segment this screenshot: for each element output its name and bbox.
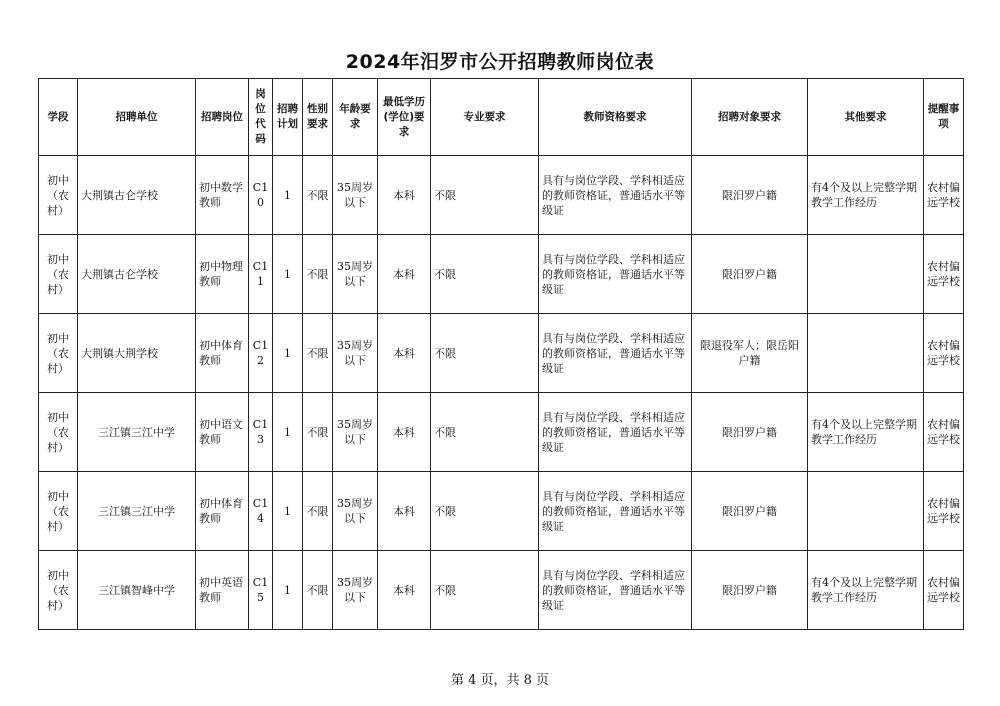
table-header-row <box>39 79 964 156</box>
cell-unit: 三江镇三江中学 <box>78 393 196 472</box>
header-age: 年龄要求 <box>333 79 378 156</box>
cell-plan: 1 <box>273 393 303 472</box>
cell-age: 35周岁以下 <box>333 393 378 472</box>
cell-reminder: 农村偏远学校 <box>924 314 964 393</box>
cell-stage: 初中（农村） <box>39 235 78 314</box>
cell-plan: 1 <box>273 314 303 393</box>
cell-stage: 初中（农村） <box>39 156 78 235</box>
cell-target: 限退役军人；限岳阳户籍 <box>692 314 808 393</box>
cell-unit: 三江镇三江中学 <box>78 472 196 551</box>
cell-major: 不限 <box>431 314 539 393</box>
header-reminder: 提醒事项 <box>924 79 964 156</box>
cell-other: 有4个及以上完整学期教学工作经历 <box>808 156 924 235</box>
cell-other <box>808 314 924 393</box>
cell-major: 不限 <box>431 156 539 235</box>
cell-major: 不限 <box>431 235 539 314</box>
cell-age: 35周岁以下 <box>333 472 378 551</box>
header-plan: 招聘计划 <box>273 79 303 156</box>
cell-plan: 1 <box>273 156 303 235</box>
header-major: 专业要求 <box>431 79 539 156</box>
cell-major: 不限 <box>431 472 539 551</box>
header-target: 招聘对象要求 <box>692 79 808 156</box>
header-stage: 学段 <box>39 79 78 156</box>
cell-education: 本科 <box>378 472 431 551</box>
cell-age: 35周岁以下 <box>333 235 378 314</box>
table-row <box>39 393 964 472</box>
cell-education: 本科 <box>378 314 431 393</box>
cell-unit: 大荆镇大荆学校 <box>78 314 196 393</box>
cell-stage: 初中（农村） <box>39 314 78 393</box>
cell-code: C10 <box>249 156 273 235</box>
cell-reminder: 农村偏远学校 <box>924 156 964 235</box>
cell-position: 初中数学教师 <box>196 156 249 235</box>
table-row <box>39 472 964 551</box>
cell-age: 35周岁以下 <box>333 156 378 235</box>
cell-position: 初中语文教师 <box>196 393 249 472</box>
cell-other <box>808 235 924 314</box>
job-table <box>38 78 964 630</box>
cell-qualification: 具有与岗位学段、学科相适应的教师资格证，普通话水平等级证 <box>539 551 692 630</box>
cell-education: 本科 <box>378 235 431 314</box>
cell-gender: 不限 <box>303 472 333 551</box>
cell-unit: 大荆镇古仑学校 <box>78 235 196 314</box>
header-code: 岗位代码 <box>249 79 273 156</box>
cell-code: C11 <box>249 235 273 314</box>
cell-position: 初中体育教师 <box>196 472 249 551</box>
cell-reminder: 农村偏远学校 <box>924 393 964 472</box>
cell-reminder: 农村偏远学校 <box>924 235 964 314</box>
cell-qualification: 具有与岗位学段、学科相适应的教师资格证，普通话水平等级证 <box>539 393 692 472</box>
cell-target: 限汨罗户籍 <box>692 551 808 630</box>
cell-plan: 1 <box>273 235 303 314</box>
cell-gender: 不限 <box>303 551 333 630</box>
cell-reminder: 农村偏远学校 <box>924 472 964 551</box>
cell-position: 初中物理教师 <box>196 235 249 314</box>
cell-target: 限汨罗户籍 <box>692 393 808 472</box>
cell-major: 不限 <box>431 393 539 472</box>
cell-plan: 1 <box>273 551 303 630</box>
cell-major: 不限 <box>431 551 539 630</box>
cell-stage: 初中（农村） <box>39 393 78 472</box>
cell-other <box>808 472 924 551</box>
cell-code: C12 <box>249 314 273 393</box>
cell-education: 本科 <box>378 393 431 472</box>
cell-target: 限汨罗户籍 <box>692 235 808 314</box>
cell-unit: 大荆镇古仑学校 <box>78 156 196 235</box>
cell-education: 本科 <box>378 551 431 630</box>
cell-qualification: 具有与岗位学段、学科相适应的教师资格证，普通话水平等级证 <box>539 472 692 551</box>
cell-age: 35周岁以下 <box>333 551 378 630</box>
page-number: 第 4 页，共 8 页 <box>450 673 550 688</box>
cell-reminder: 农村偏远学校 <box>924 551 964 630</box>
header-gender: 性别要求 <box>303 79 333 156</box>
cell-code: C14 <box>249 472 273 551</box>
cell-qualification: 具有与岗位学段、学科相适应的教师资格证，普通话水平等级证 <box>539 156 692 235</box>
table-row <box>39 235 964 314</box>
table-row <box>39 314 964 393</box>
cell-gender: 不限 <box>303 156 333 235</box>
cell-age: 35周岁以下 <box>333 314 378 393</box>
cell-gender: 不限 <box>303 314 333 393</box>
cell-other: 有4个及以上完整学期教学工作经历 <box>808 551 924 630</box>
cell-plan: 1 <box>273 472 303 551</box>
cell-education: 本科 <box>378 156 431 235</box>
cell-code: C13 <box>249 393 273 472</box>
header-unit: 招聘单位 <box>78 79 196 156</box>
cell-code: C15 <box>249 551 273 630</box>
cell-target: 限汨罗户籍 <box>692 472 808 551</box>
header-qualification: 教师资格要求 <box>539 79 692 156</box>
cell-position: 初中体育教师 <box>196 314 249 393</box>
cell-target: 限汨罗户籍 <box>692 156 808 235</box>
table-row <box>39 551 964 630</box>
cell-unit: 三江镇智峰中学 <box>78 551 196 630</box>
header-other: 其他要求 <box>808 79 924 156</box>
cell-qualification: 具有与岗位学段、学科相适应的教师资格证，普通话水平等级证 <box>539 235 692 314</box>
cell-qualification: 具有与岗位学段、学科相适应的教师资格证，普通话水平等级证 <box>539 314 692 393</box>
page-title: 2024年汨罗市公开招聘教师岗位表 <box>345 51 655 73</box>
cell-gender: 不限 <box>303 235 333 314</box>
cell-stage: 初中（农村） <box>39 551 78 630</box>
header-position: 招聘岗位 <box>196 79 249 156</box>
cell-other: 有4个及以上完整学期教学工作经历 <box>808 393 924 472</box>
cell-position: 初中英语教师 <box>196 551 249 630</box>
cell-stage: 初中（农村） <box>39 472 78 551</box>
table-row <box>39 156 964 235</box>
cell-gender: 不限 <box>303 393 333 472</box>
header-education: 最低学历(学位)要求 <box>378 79 431 156</box>
